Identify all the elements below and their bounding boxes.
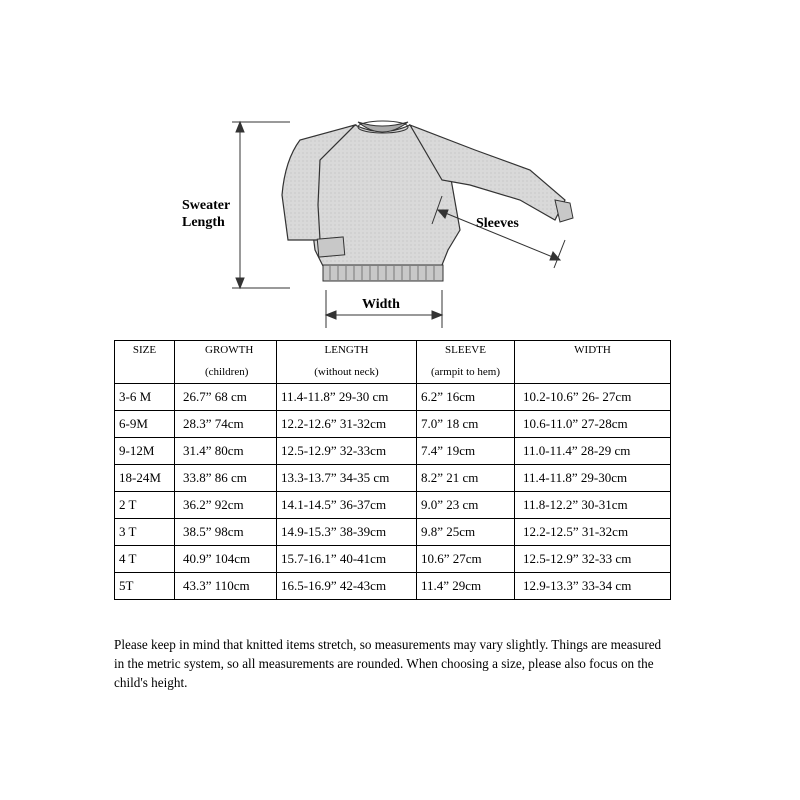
cell-sleeve: 9.8” 25cm xyxy=(417,519,515,546)
cell-length: 12.2-12.6” 31-32cm xyxy=(277,411,417,438)
header-size: SIZE xyxy=(115,341,175,384)
width-label: Width xyxy=(362,297,400,312)
cell-size: 6-9M xyxy=(115,411,175,438)
cell-size: 4 T xyxy=(115,546,175,573)
cell-sleeve: 7.0” 18 cm xyxy=(417,411,515,438)
cell-growth: 33.8” 86 cm xyxy=(175,465,277,492)
header-growth: GROWTH (children) xyxy=(175,341,277,384)
cell-width: 10.2-10.6” 26- 27cm xyxy=(515,384,671,411)
header-sleeve-sub: (armpit to hem) xyxy=(430,366,501,378)
left-cuff xyxy=(317,237,344,257)
sweater-length-label: Sweater Length xyxy=(182,198,230,230)
size-chart-table xyxy=(114,340,671,600)
cell-size: 3-6 M xyxy=(115,384,175,411)
table-row xyxy=(115,546,671,573)
cell-length: 13.3-13.7” 34-35 cm xyxy=(277,465,417,492)
cell-width: 10.6-11.0” 27-28cm xyxy=(515,411,671,438)
header-width: WIDTH xyxy=(515,341,671,384)
cell-length: 12.5-12.9” 32-33cm xyxy=(277,438,417,465)
header-length: LENGTH (without neck) xyxy=(277,341,417,384)
cell-length: 11.4-11.8” 29-30 cm xyxy=(277,384,417,411)
cell-sleeve: 11.4” 29cm xyxy=(417,573,515,600)
header-sleeve: SLEEVE (armpit to hem) xyxy=(417,341,515,384)
cell-length: 16.5-16.9” 42-43cm xyxy=(277,573,417,600)
table-row xyxy=(115,411,671,438)
cell-growth: 40.9” 104cm xyxy=(175,546,277,573)
cell-growth: 36.2” 92cm xyxy=(175,492,277,519)
cell-growth: 31.4” 80cm xyxy=(175,438,277,465)
table-row xyxy=(115,384,671,411)
table-header-row xyxy=(115,341,671,384)
table-row xyxy=(115,573,671,600)
measurement-note: Please keep in mind that knitted items stretch, so measurements may vary slightly. Things are measured in the metric system, so all measurements are rounded. When choosing a size, please also focus on the child's height. xyxy=(114,637,662,691)
cell-growth: 26.7” 68 cm xyxy=(175,384,277,411)
cell-width: 12.2-12.5” 31-32cm xyxy=(515,519,671,546)
header-length-sub: (without neck) xyxy=(314,366,379,378)
cell-length: 14.1-14.5” 36-37cm xyxy=(277,492,417,519)
cell-growth: 28.3” 74cm xyxy=(175,411,277,438)
cell-length: 15.7-16.1” 40-41cm xyxy=(277,546,417,573)
cell-length: 14.9-15.3” 38-39cm xyxy=(277,519,417,546)
hem-band xyxy=(323,265,443,281)
table-row xyxy=(115,519,671,546)
table-row xyxy=(115,465,671,492)
cell-size: 3 T xyxy=(115,519,175,546)
cell-growth: 43.3” 110cm xyxy=(175,573,277,600)
cell-sleeve: 8.2” 21 cm xyxy=(417,465,515,492)
cell-growth: 38.5” 98cm xyxy=(175,519,277,546)
table-row xyxy=(115,492,671,519)
cell-size: 5T xyxy=(115,573,175,600)
table-row xyxy=(115,438,671,465)
cell-width: 12.9-13.3” 33-34 cm xyxy=(515,573,671,600)
cell-size: 9-12M xyxy=(115,438,175,465)
cell-size: 18-24M xyxy=(115,465,175,492)
cell-sleeve: 10.6” 27cm xyxy=(417,546,515,573)
cell-sleeve: 6.2” 16cm xyxy=(417,384,515,411)
cell-width: 11.4-11.8” 29-30cm xyxy=(515,465,671,492)
cell-width: 11.8-12.2” 30-31cm xyxy=(515,492,671,519)
header-growth-sub: (children) xyxy=(205,366,249,378)
cell-size: 2 T xyxy=(115,492,175,519)
sleeves-label: Sleeves xyxy=(476,216,519,231)
cell-width: 12.5-12.9” 32-33 cm xyxy=(515,546,671,573)
cell-width: 11.0-11.4” 28-29 cm xyxy=(515,438,671,465)
cell-sleeve: 9.0” 23 cm xyxy=(417,492,515,519)
cell-sleeve: 7.4” 19cm xyxy=(417,438,515,465)
right-cuff xyxy=(555,200,573,222)
